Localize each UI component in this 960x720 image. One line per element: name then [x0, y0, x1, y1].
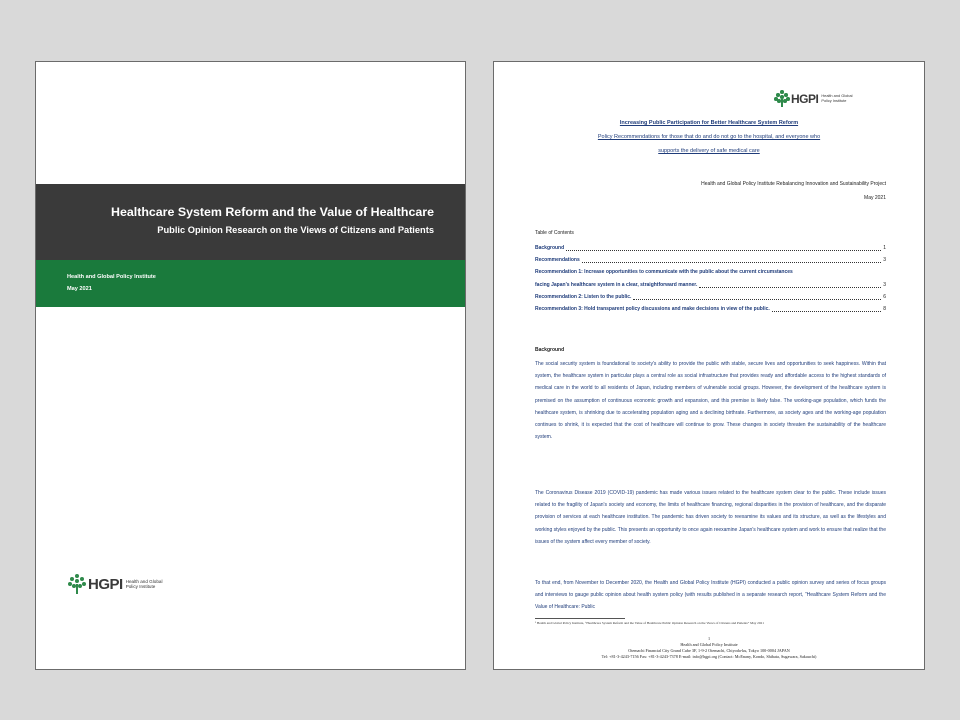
cover-info-band [36, 260, 465, 307]
paragraph: The social security system is foundational to society's ability to provide the public with stable, secure lives and opportunities to seek happiness. Within that system, the healthcare system in particular plays a central role as social infrastructure that provides ready and affordable access to the highest standards of medical care in the world to all residents of Japan, including members of vulnerable social groups. However, the development of the healthcare system is premised on the assumption of continuous economic growth and expansion, and this premise is likely false. The working-age population, which funds the healthcare system, is shrinking due to accelerating population aging and a declining birthrate. Furthermore, as society ages and the working-age population continues to shrink, it is expected that the cost of healthcare will continue to grow. These changes in society threaten the sustainability of the healthcare system. [535, 361, 886, 441]
cover-title: Healthcare System Reform and the Value of Healthcare [111, 205, 434, 219]
logo-letters: HGPI [791, 91, 819, 106]
toc-item-recommendation-3[interactable] [535, 303, 886, 315]
logo-tagline: Health and Global Policy Institute [821, 92, 853, 103]
toc-label-continued: facing Japan's healthcare system in a clear, straightforward manner. [535, 281, 698, 288]
toc-leader [582, 262, 881, 263]
toc-page-number: 3 [883, 257, 886, 264]
cover-organization: Health and Global Policy Institute [67, 274, 156, 280]
toc-leader [633, 299, 881, 300]
document-date: May 2021 [864, 195, 886, 201]
document-page [493, 61, 925, 670]
tree-icon [774, 90, 789, 107]
table-of-contents [535, 242, 886, 315]
toc-label: Recommendation 2: Listen to the public. [535, 293, 632, 300]
toc-page-number: 6 [883, 293, 886, 300]
cover-subtitle: Public Opinion Research on the Views of Citizens and Patients [157, 225, 434, 235]
toc-label: Recommendations [535, 257, 580, 264]
toc-page-number: 8 [883, 306, 886, 313]
cover-logo [68, 574, 164, 594]
page-number: 1 [707, 636, 711, 641]
cover-page [35, 61, 466, 670]
logo-tagline: Health and Global Policy Institute [125, 578, 163, 589]
toc-label: Recommendation 3: Hold transparent policy discussions and make decisions in view of the public. [535, 306, 770, 313]
footer-organization: Health and Global Policy Institute [680, 642, 738, 647]
toc-heading: Table of Contents [535, 230, 574, 236]
cover-date: May 2021 [67, 286, 92, 292]
paragraph: The Coronavirus Disease 2019 (COVID-19) pandemic has made various issues related to the healthcare system clear to the public. These include issues related to the fragility of Japan's society and economy, the limits of healthcare financing, regional disparities in the provision of healthcare, and the disparate provision of services at each healthcare institution. The pandemic has driven society to reexamine its values and its structure, as well as the lifestyles and working styles enjoyed by the public. This presents an opportunity to once again reexamine Japan's healthcare system and work to ensure that realize that the issues of the system affect every member of society. [535, 490, 886, 545]
toc-item-background[interactable] [535, 242, 886, 254]
cover-title-band [36, 184, 465, 260]
footnote: ¹ Health and Global Policy Institute, “Healthcare System Reform and the Value of Healthcare Public Opinion Research on the Views of Citizens and Patients” May 2021 [535, 621, 764, 625]
footer-contact: Tel: +81-3-4243-7156 Fax: +81-3-4243-7378 E-mail: info@hgpi.org (Contact: McEnany, Kondo, Shibata, Sugawara, Sakauchi) [601, 654, 817, 659]
toc-item-recommendations[interactable] [535, 254, 886, 266]
toc-label: Background [535, 245, 565, 251]
logo-letters: HGPI [88, 575, 123, 593]
toc-page-number: 1 [883, 245, 886, 251]
document-subtitle-line2: supports the delivery of safe medical care [658, 148, 760, 154]
toc-item-recommendation-1[interactable] [535, 266, 886, 290]
toc-leader [772, 311, 881, 312]
tree-icon [68, 574, 86, 594]
footer-address: Otemachi Financial City Grand Cube 3F, 1-9-2 Otemachi, Chiyoda-ku, Tokyo 100-0004 JAPAN [628, 648, 790, 653]
document-title: Increasing Public Participation for Better Healthcare System Reform [619, 120, 799, 126]
document-logo [774, 90, 855, 107]
project-name: Health and Global Policy Institute Rebalancing Innovation and Sustainability Project [701, 181, 886, 187]
toc-leader [699, 287, 881, 288]
toc-item-recommendation-2[interactable] [535, 291, 886, 303]
document-subtitle-line1: Policy Recommendations for those that do and do not go to the hospital, and everyone who [597, 134, 821, 140]
paragraph: To that end, from November to December 2020, the Health and Global Policy Institute (HGPI) conducted a public opinion survey and series of focus groups and interviews to gauge public opinion about health system policy (with results published in a separate research report, “Healthcare System Reform and the Value of Healthcare: Public [535, 580, 886, 611]
toc-leader [566, 250, 881, 251]
toc-page-number: 3 [883, 281, 886, 288]
footnote-divider [535, 618, 625, 619]
section-heading-background: Background [535, 347, 565, 353]
toc-label: Recommendation 1: Increase opportunities to communicate with the public about the current circumstances [535, 269, 793, 276]
